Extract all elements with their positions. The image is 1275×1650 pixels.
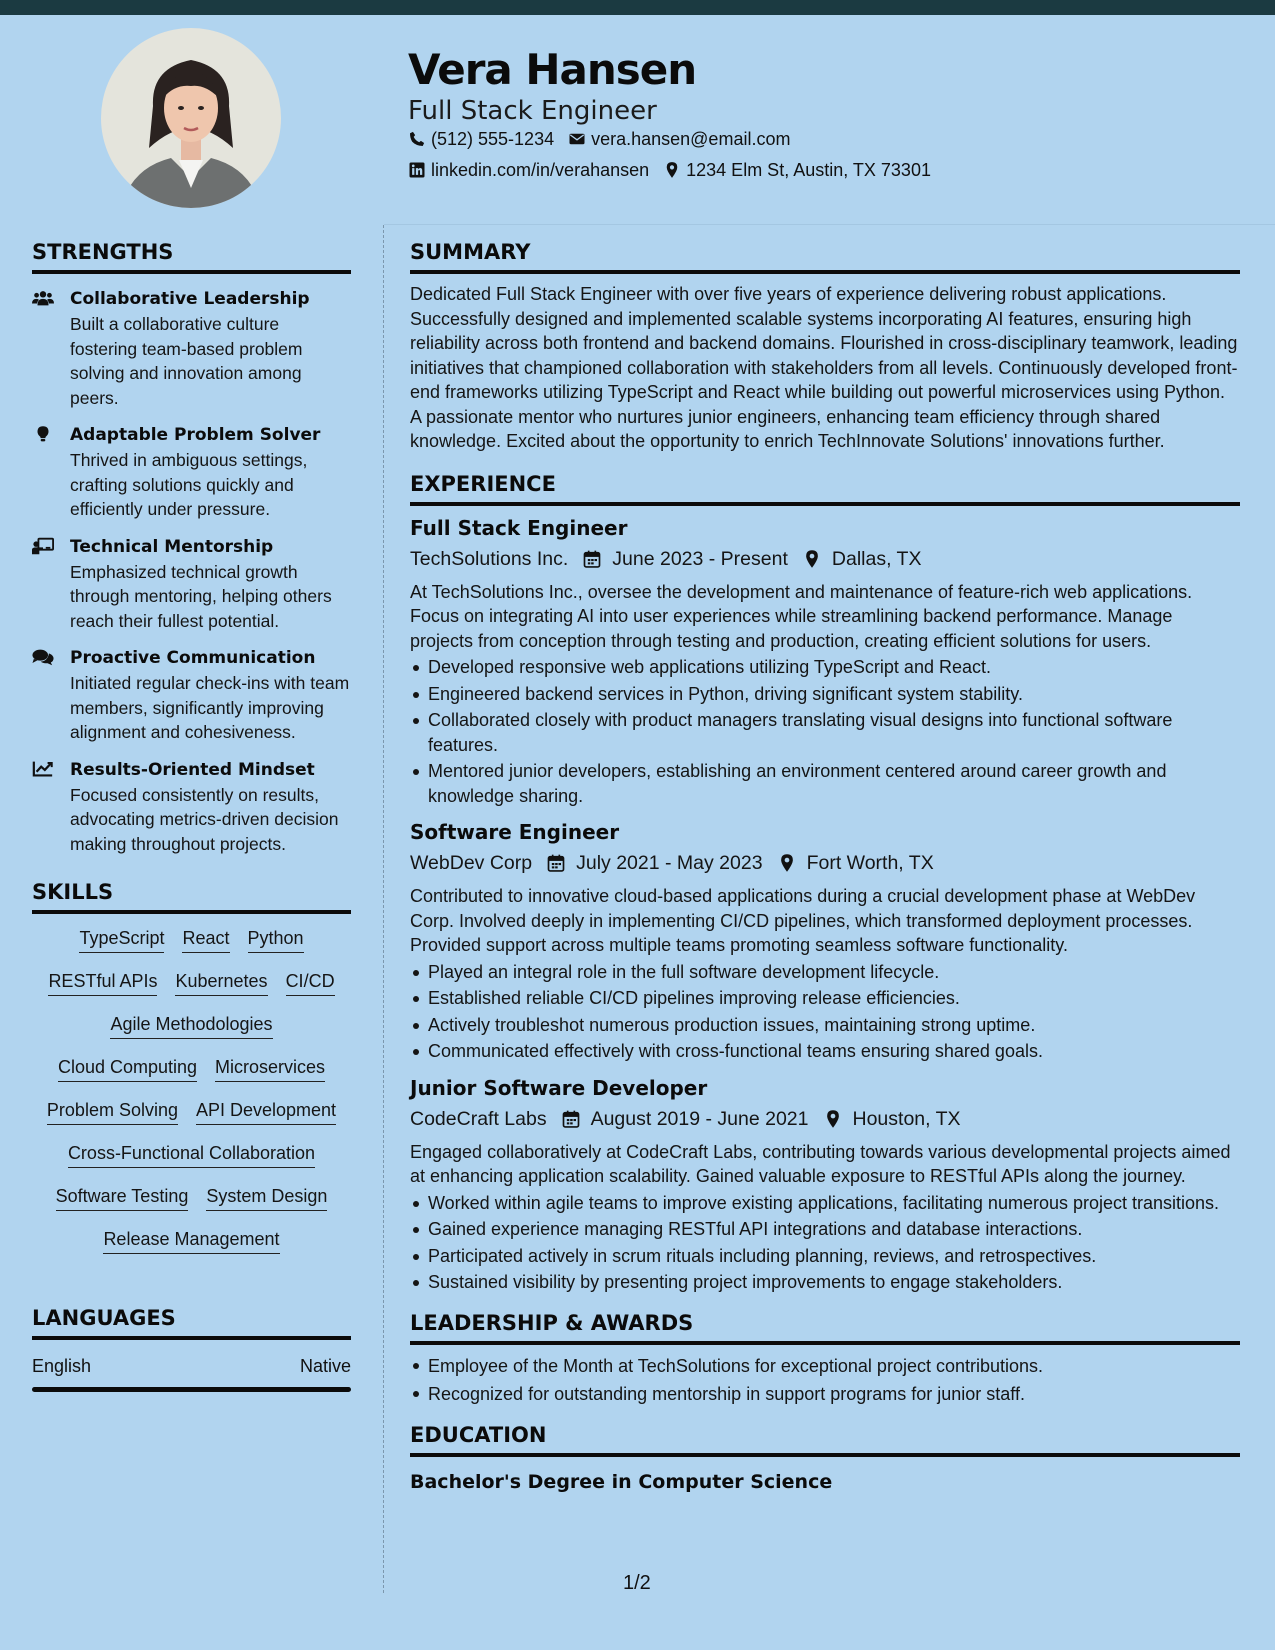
job-dates: August 2019 - June 2021 [590, 1107, 809, 1130]
skill-tag: Problem Solving [47, 1098, 178, 1125]
job-dates: July 2021 - May 2023 [576, 852, 763, 874]
contact-row-1 [408, 127, 790, 151]
skill-tag: Microservices [215, 1055, 325, 1082]
strength-title: Collaborative Leadership [70, 289, 310, 309]
job-bullet: Mentored junior developers, establishing an environment centered around career growth and knowledge sharing. [410, 759, 1240, 808]
skills-list [32, 926, 351, 1270]
experience-heading: EXPERIENCE [410, 470, 1240, 506]
skill-tag: RESTful APIs [48, 969, 157, 996]
job-entry [410, 514, 1240, 809]
comments-icon [32, 648, 54, 666]
email-text: vera.hansen@email.com [591, 129, 791, 149]
awards-heading: LEADERSHIP & AWARDS [410, 1309, 1240, 1345]
job-bullets [410, 960, 1240, 1064]
job-description: Engaged collaboratively at CodeCraft Labs, contributing towards various developmental projects aimed at enhancing application scalability. Gained valuable exposure to RESTful APIs along the journey. [410, 1141, 1231, 1186]
skill-row [68, 1141, 315, 1168]
language-level-bar [32, 1387, 351, 1392]
chart-line-icon [32, 760, 54, 778]
languages-heading: LANGUAGES [32, 1304, 351, 1340]
skill-tag: TypeScript [79, 926, 164, 953]
job-meta [410, 544, 1240, 574]
profile-photo [101, 28, 281, 208]
users-icon [32, 289, 54, 307]
skill-row [79, 926, 303, 953]
phone-icon [408, 130, 426, 148]
strength-desc: Built a collaborative culture fostering team-based problem solving and innovation among peers. [70, 314, 303, 408]
job-bullet: Participated actively in scrum rituals including planning, reviews, and retrospectives. [410, 1244, 1240, 1269]
skill-tag: Kubernetes [175, 969, 267, 996]
address-text: 1234 Elm St, Austin, TX 73301 [686, 160, 931, 180]
strength-desc: Initiated regular check-ins with team members, significantly improving alignment and cohesiveness. [70, 673, 350, 742]
strength-desc: Emphasized technical growth through mentoring, helping others reach their fullest potential. [70, 561, 332, 631]
contact-email[interactable] [568, 127, 790, 151]
skill-row [48, 969, 334, 996]
contact-row-2 [408, 158, 931, 182]
education-degree: Bachelor's Degree in Computer Science [410, 1470, 833, 1493]
skill-tag: Agile Methodologies [110, 1012, 272, 1039]
skill-tag: Cloud Computing [58, 1055, 197, 1082]
map-marker-icon [823, 1109, 843, 1129]
main-content [410, 238, 1240, 1495]
strength-title: Adaptable Problem Solver [70, 425, 321, 445]
job-company: WebDev Corp [410, 852, 533, 874]
job-entry [410, 1074, 1240, 1295]
skill-tag: Software Testing [56, 1184, 189, 1211]
header-divider [384, 224, 1275, 225]
contact-phone [408, 127, 554, 151]
skill-tag: System Design [206, 1184, 327, 1211]
skill-row [110, 1012, 272, 1039]
top-bar [0, 0, 1275, 15]
phone-text: (512) 555-1234 [431, 129, 555, 149]
skill-tag: API Development [196, 1098, 336, 1125]
contact-address [663, 158, 931, 182]
job-description: Contributed to innovative cloud-based applications during a crucial development phase at WebDev Corp. Involved deeply in implementing CI/CD pipelines, which transformed deployment processes. Provided support across multiple teams promoting seamless software functionality. [410, 886, 1196, 955]
job-bullets [410, 655, 1240, 808]
job-dates: June 2023 - Present [612, 547, 788, 570]
page-number: 1/2 [623, 1572, 651, 1594]
language-level: Native [299, 1356, 351, 1376]
summary-text: Dedicated Full Stack Engineer with over five years of experience delivering robust applications. Successfully designed and implemented scalable systems incorporating AI features, ensuring high reliability across both frontend and backend domains. Flourished in cross-disciplinary teamwork, leading initiatives that championed collaboration with stakeholders from all levels. Continuously developed front-end frameworks utilizing TypeScript and React while building out powerful microservices using Python. A passionate mentor who nurtures junior engineers, enhancing team efficiency through shared knowledge. Excited about the opportunity to enrich TechInnovate Solutions' innovations further. [410, 284, 1238, 451]
strength-desc: Thrived in ambiguous settings, crafting solutions quickly and efficiently under pressure. [70, 450, 308, 519]
award-item: Recognized for outstanding mentorship in support programs for junior staff. [410, 1381, 1240, 1407]
strengths-heading: STRENGTHS [32, 238, 351, 274]
column-divider [383, 225, 384, 1593]
candidate-name: Vera Hansen [408, 45, 697, 94]
sidebar [32, 238, 351, 1392]
calendar-icon [561, 1109, 581, 1129]
lightbulb-icon [32, 425, 54, 443]
job-description: At TechSolutions Inc., oversee the development and maintenance of feature-rich web applications. Focus on integrating AI into user experiences while streamlining backend performance. Manage projects from conception through testing and production, creating efficient solutions for users. [410, 581, 1193, 651]
strength-item [32, 422, 351, 522]
profile-photo-image [101, 28, 281, 208]
job-bullet: Established reliable CI/CD pipelines improving release efficiencies. [410, 986, 1240, 1011]
skill-row [103, 1227, 279, 1254]
skill-tag: React [182, 926, 229, 953]
job-bullet: Worked within agile teams to improve existing applications, facilitating numerous project transitions. [410, 1191, 1240, 1216]
job-location: Fort Worth, TX [806, 852, 934, 874]
job-bullet: Gained experience managing RESTful API integrations and database interactions. [410, 1217, 1240, 1242]
job-bullet: Developed responsive web applications utilizing TypeScript and React. [410, 655, 1240, 680]
calendar-icon [582, 549, 602, 569]
job-location: Houston, TX [852, 1107, 961, 1130]
awards-list [410, 1353, 1240, 1407]
job-meta [410, 1104, 1240, 1134]
summary-heading: SUMMARY [410, 238, 1240, 274]
job-bullet: Engineered backend services in Python, driving significant system stability. [410, 682, 1240, 707]
job-company: CodeCraft Labs [410, 1107, 547, 1130]
job-bullet: Communicated effectively with cross-functional teams ensuring shared goals. [410, 1039, 1240, 1064]
skill-row [47, 1098, 336, 1125]
job-title: Full Stack Engineer [410, 515, 628, 540]
map-marker-icon [802, 549, 822, 569]
strength-item [32, 286, 351, 410]
strength-title: Proactive Communication [70, 648, 316, 668]
award-item: Employee of the Month at TechSolutions for exceptional project contributions. [410, 1353, 1240, 1379]
skill-tag: CI/CD [286, 969, 335, 996]
linkedin-text: linkedin.com/in/verahansen [431, 160, 650, 180]
education-heading: EDUCATION [410, 1421, 1240, 1457]
strength-item [32, 757, 351, 857]
strength-title: Results-Oriented Mindset [70, 759, 315, 780]
skill-row [56, 1184, 328, 1211]
linkedin-icon [408, 161, 426, 179]
map-marker-icon [777, 853, 797, 873]
job-bullet: Played an integral role in the full software development lifecycle. [410, 960, 1240, 985]
job-bullet: Actively troubleshot numerous production issues, maintaining strong uptime. [410, 1013, 1240, 1038]
skills-heading: SKILLS [32, 878, 351, 914]
job-company: TechSolutions Inc. [410, 547, 569, 570]
language-name: English [32, 1356, 92, 1376]
skill-tag: Python [248, 926, 304, 953]
map-marker-icon [663, 161, 681, 179]
strength-title: Technical Mentorship [70, 536, 274, 557]
job-entry [410, 818, 1240, 1064]
chalkboard-teacher-icon [32, 537, 54, 555]
job-title: Junior Software Developer [410, 1075, 708, 1100]
contact-linkedin[interactable] [408, 158, 649, 182]
strength-desc: Focused consistently on results, advocating metrics-driven decision making throughout projects. [70, 784, 339, 854]
calendar-icon [546, 853, 566, 873]
skill-row [58, 1055, 325, 1082]
strength-item [32, 534, 351, 634]
job-title: Software Engineer [410, 820, 620, 844]
candidate-title: Full Stack Engineer [408, 96, 657, 126]
skill-tag: Release Management [103, 1227, 279, 1254]
job-bullet: Collaborated closely with product managers translating visual designs into functional software features. [410, 708, 1240, 757]
job-location: Dallas, TX [831, 547, 922, 570]
envelope-icon [568, 130, 586, 148]
skill-tag: Cross-Functional Collaboration [68, 1141, 315, 1168]
language-item [32, 1354, 351, 1378]
strength-item [32, 645, 351, 745]
job-meta [410, 848, 1240, 878]
job-bullet: Sustained visibility by presenting project improvements to engage stakeholders. [410, 1270, 1240, 1295]
job-bullets [410, 1191, 1240, 1295]
